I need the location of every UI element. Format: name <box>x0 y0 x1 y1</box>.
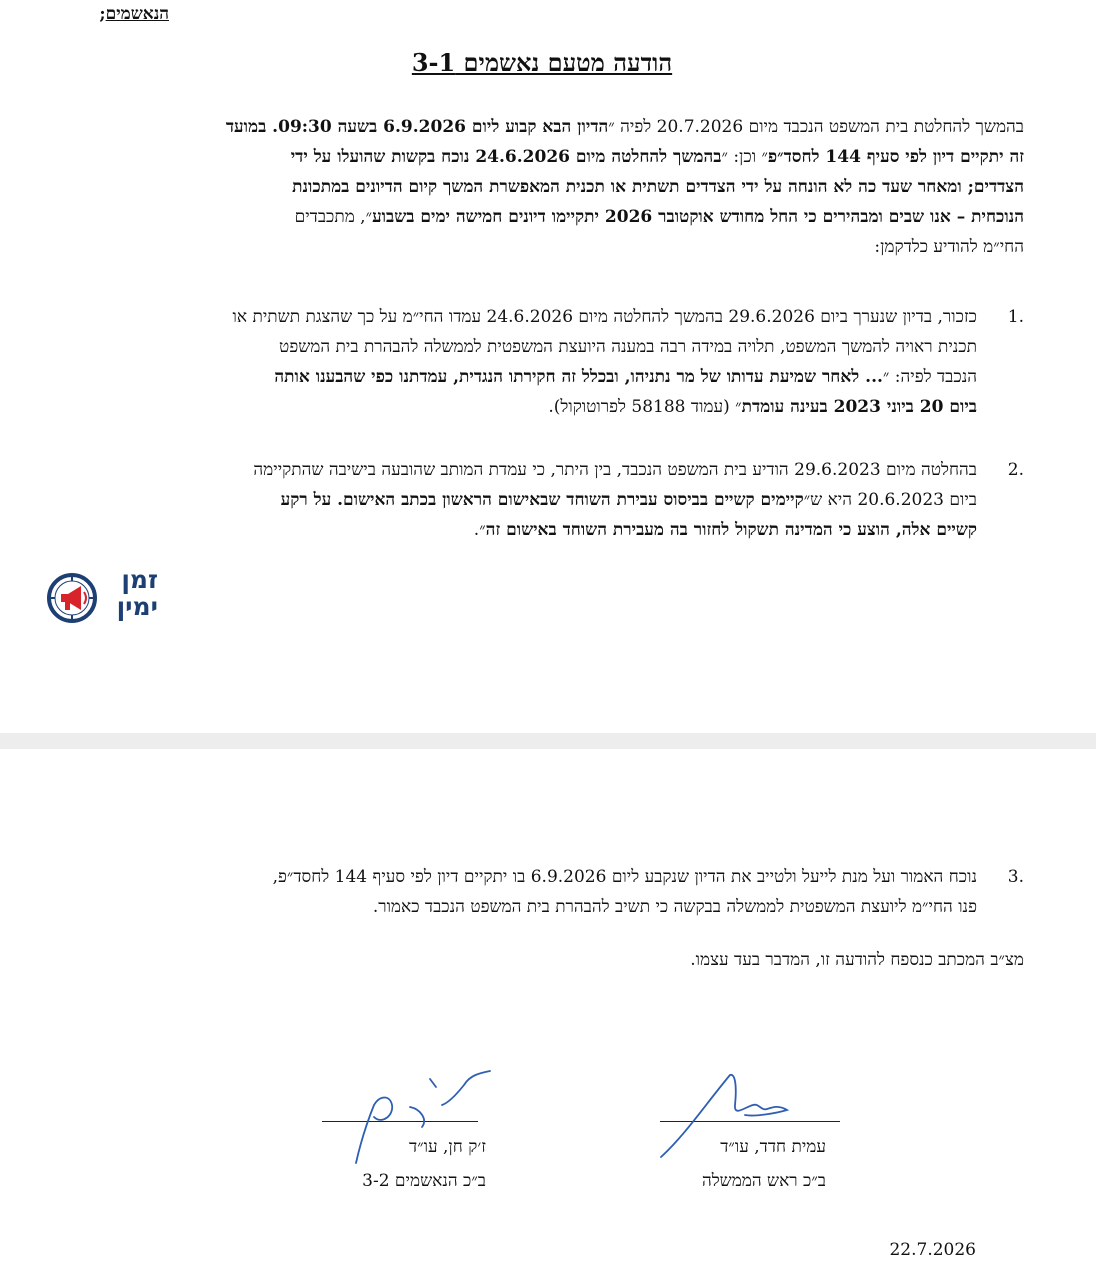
signer-name: עמית חדד, עו״ד <box>720 1137 826 1157</box>
document-title: הודעה מטעם נאשמים 3-1 <box>411 48 673 77</box>
signature-block-2 <box>362 1130 486 1198</box>
signer-role: ב״כ הנאשמים 3-2 <box>362 1171 486 1191</box>
item-number-3: .3 <box>1007 867 1024 887</box>
intro-line-3: הצדדים; ומאחר שעד כה לא הונחה על ידי הצדדים תשתית או תכנית המאפשרת המשך קיום הדיונים במתכונת <box>292 177 1024 197</box>
document-date: 22.7.2026 <box>889 1240 976 1260</box>
intro-paragraph <box>56 112 1024 262</box>
item-2-paragraph: בהחלטה מיום 29.6.2023 הודיע בית המשפט הנכבד, בין היתר, כי עמדת המותב שהובעה בישיבה שהתקיימה ביום 20.6.2023 היא ש״קיימים קשיים בביסוס עבירת השוחד שבאישום הראשון בכתב האישום. על רקע קשיים אלה, הוצע כי המדינה תשקול לחזור בה מעבירת השוחד באישום זה״. <box>253 460 977 540</box>
parties-label: הנאשמים; <box>99 4 169 24</box>
item-1-paragraph: כזכור, בדיון שנערך ביום 29.6.2026 בהמשך להחלטה מיום 24.6.2026 עמדו החי״מ על כך שהצגת תשתית או תכנית ראויה להמשך המשפט, תלויה במידה רבה במענה היועצת המשפטית לממשלה להבהרת בית המשפט הנכבד לפיה: ״... לאחר שמיעת עדותו של מר נתניהו, ובכלל זה חקירתו הנגדית, עמדתנו כפי שהבענו אותה ביום 20 ביוני 2023 בעינה עומדת״ (עמוד 58188 לפרוטוקול). <box>232 307 977 417</box>
item-number-2: .2 <box>1007 460 1024 480</box>
signature-block-1 <box>702 1130 826 1198</box>
document-page-bottom <box>0 749 1096 1280</box>
item-number-1: .1 <box>1007 307 1024 327</box>
attachment-note: מצ״ב המכתב כנספח להודעה זו, המדבר בעד עצמו. <box>690 950 1024 970</box>
intro-line-1: בהמשך להחלטת בית המשפט הנכבד מיום 20.7.2026 לפיה ״הדיון הבא קבוע ליום 6.9.2026 בשעה 09:30. במועד <box>225 117 1024 137</box>
intro-line-5: החי״מ להודיע כלדקמן: <box>874 237 1024 257</box>
item-3-paragraph: נוכח האמור ועל מנת לייעל ולטייב את הדיון שנקבע ליום 6.9.2026 בו יתקיים דיון לפי סעיף 144 לחסד״פ, פנו החי״מ ליועצת המשפטית לממשלה בבקשה כי תשיב להבהרת בית המשפט הנכבד כאמור. <box>272 867 977 917</box>
signer-role: ב״כ ראש הממשלה <box>701 1171 826 1191</box>
page-separator <box>0 733 1096 749</box>
intro-line-2: זה יתקיים דיון לפי סעיף 144 לחסד״פ״ וכן: ״בהמשך להחלטה מיום 24.6.2026 נוכח בקשות שהועלו על ידי <box>290 147 1024 167</box>
logo-wordmark: זמן ימין <box>116 565 158 621</box>
clock-megaphone-icon <box>49 575 95 621</box>
signer-name: ז׳ק חן, עו״ד <box>409 1137 486 1157</box>
intro-line-4: הנוכחית – אנו שבים ומבהירים כי החל מחודש אוקטובר 2026 יתקיימו דיונים חמישה ימים בשבוע״, מתכבדים <box>294 207 1024 227</box>
